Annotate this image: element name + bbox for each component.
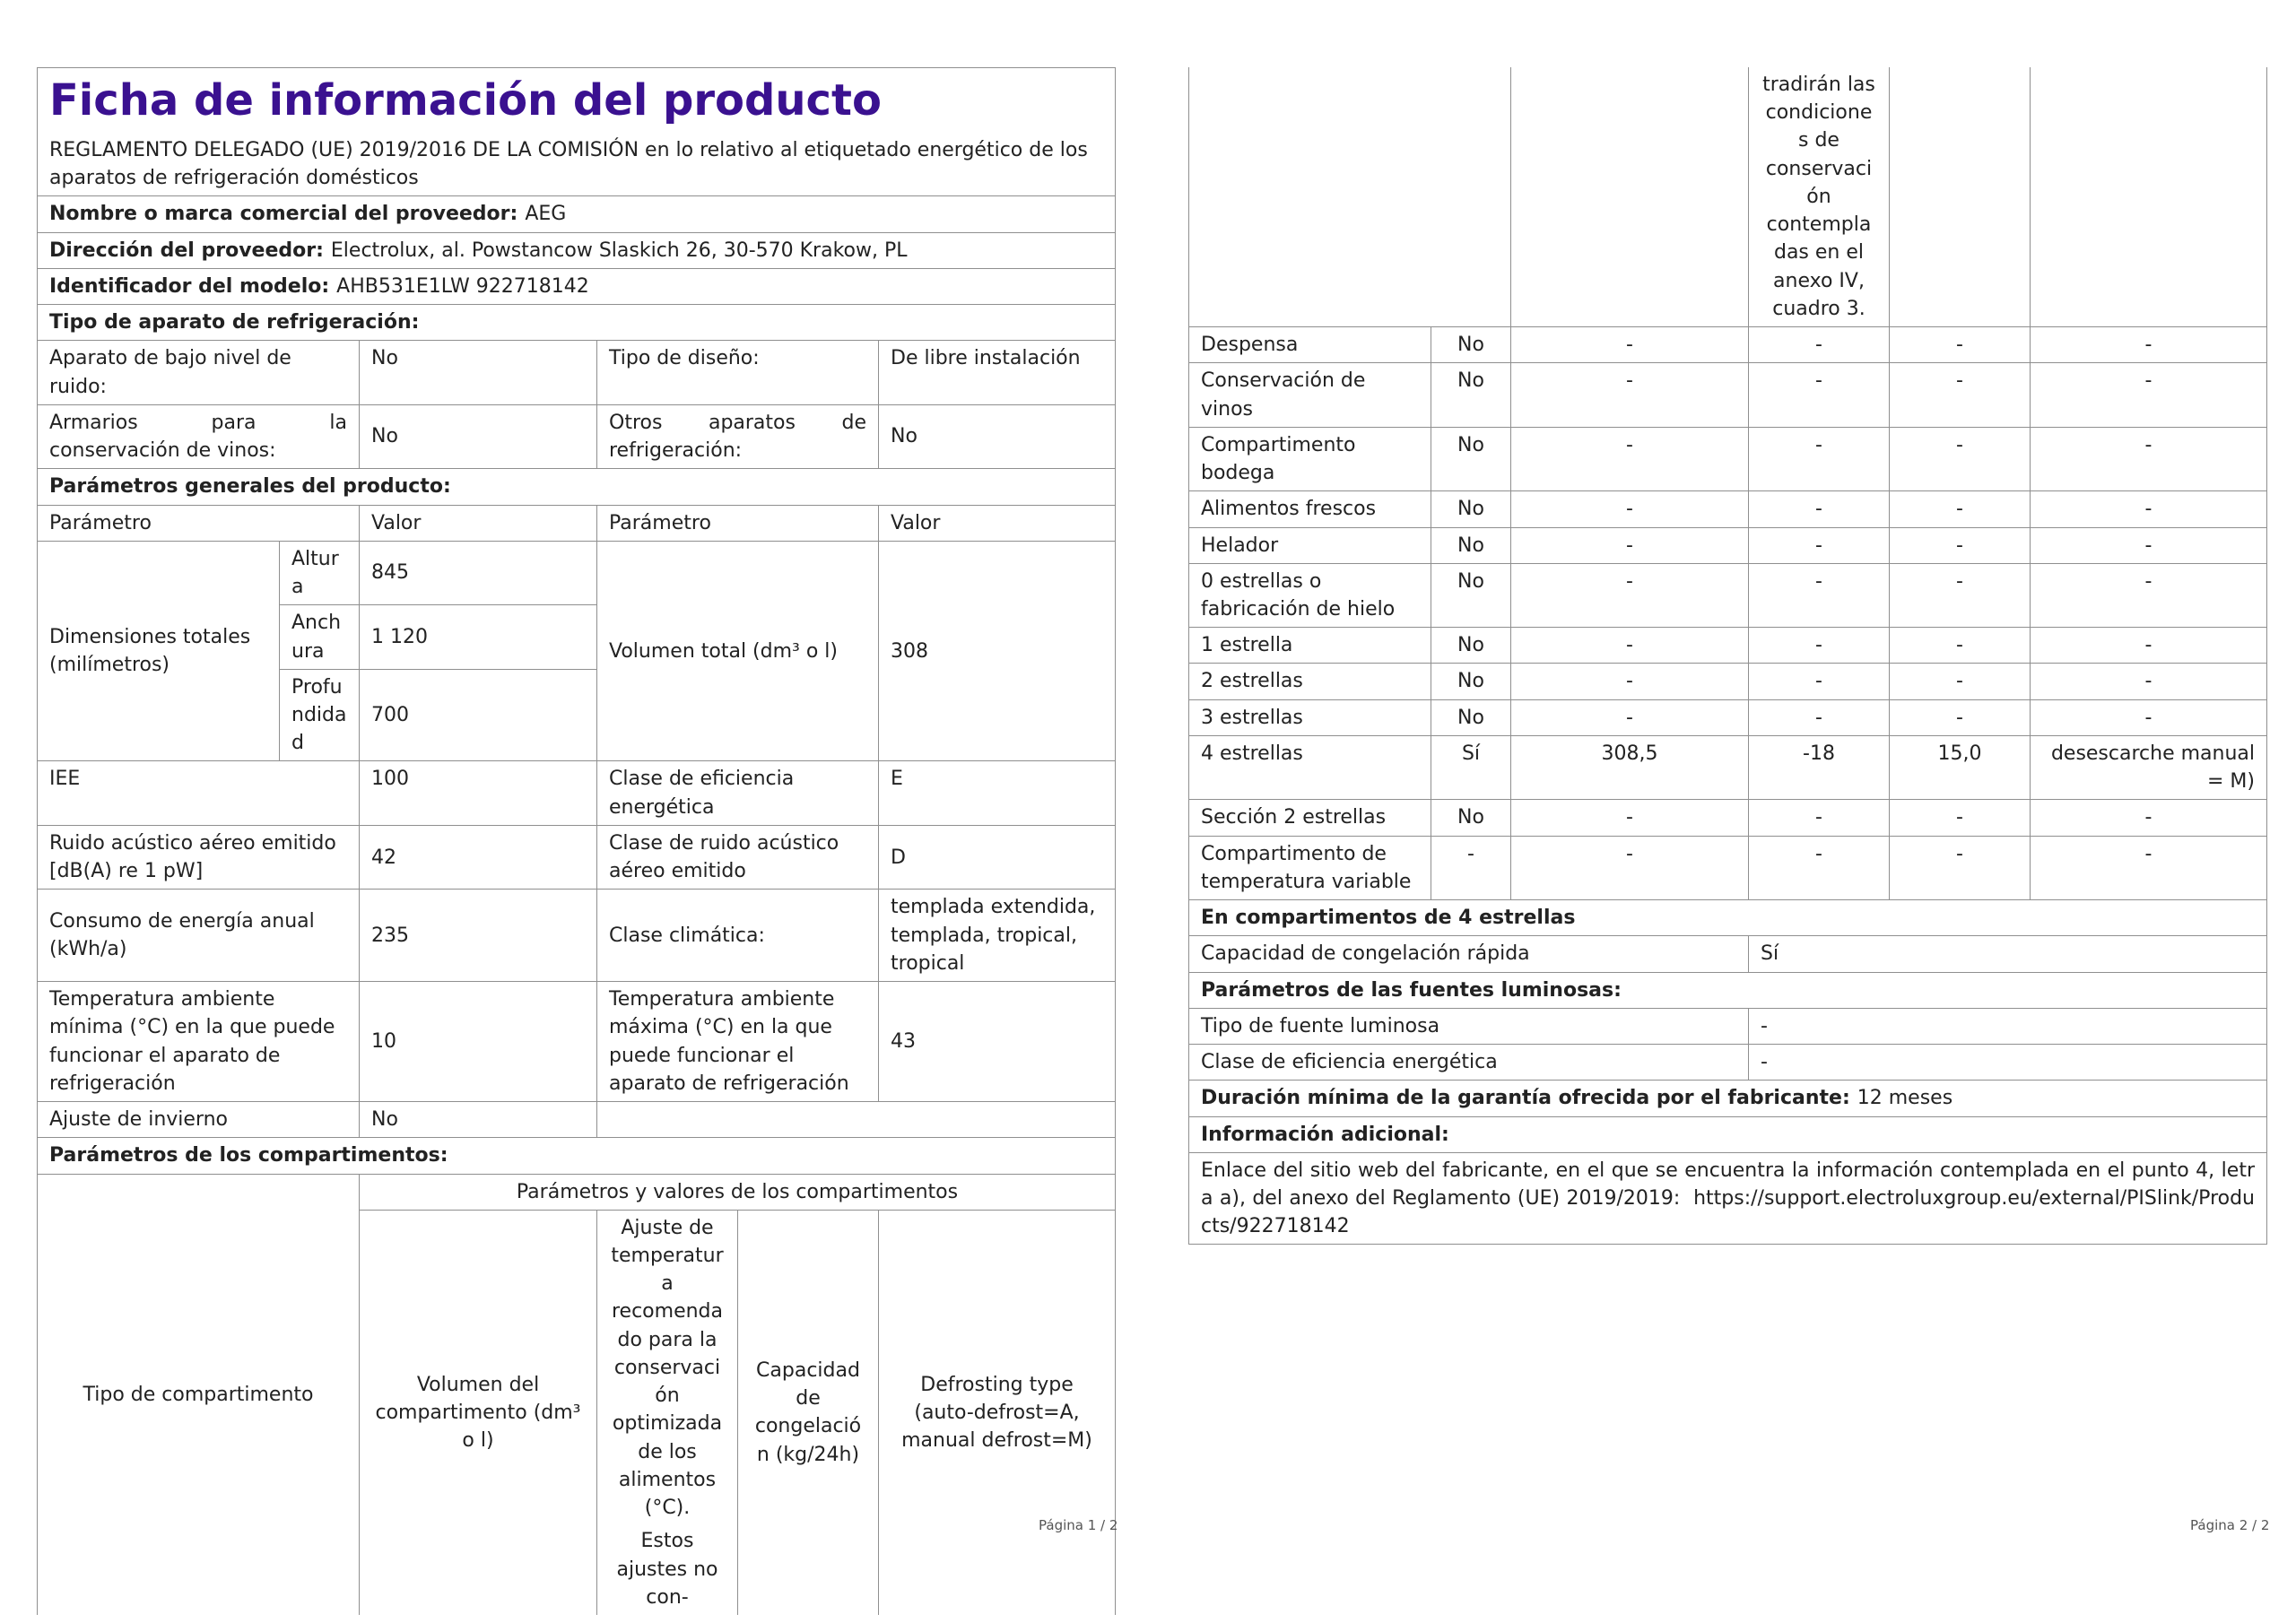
compartment-defrost: - <box>2031 628 2267 664</box>
compartment-present: No <box>1431 427 1511 490</box>
value-header-1: Valor <box>360 505 597 541</box>
compartment-freeze: - <box>1890 800 2031 836</box>
param-header-1: Parámetro <box>38 505 360 541</box>
compartment-temp: - <box>1749 836 1890 899</box>
compartment-params-heading: Parámetros de los compartimentos: <box>38 1138 1116 1174</box>
compartment-freeze: - <box>1890 363 2031 427</box>
page-footer-1: Página 1 / 2 <box>1039 1517 1118 1533</box>
page-footer-2: Página 2 / 2 <box>2190 1517 2270 1533</box>
low-noise-label: Aparato de bajo nivel de ruido: <box>38 341 360 404</box>
model-row <box>38 268 1116 304</box>
product-info-table-part2 <box>1188 67 2267 1245</box>
compartment-row <box>1189 427 2267 490</box>
width-label: Anchura <box>280 605 360 669</box>
regulation-text: REGLAMENTO DELEGADO (UE) 2019/2016 DE LA COMISIÓN en lo relativo al etiquetado energético de los aparatos de refrigeración domésticos <box>49 139 1088 190</box>
climate-class-label: Clase climática: <box>597 890 879 982</box>
compartment-freeze: - <box>1890 491 2031 527</box>
noise-value: 42 <box>360 825 597 889</box>
design-type-label: Tipo de diseño: <box>597 341 879 404</box>
additional-info-heading: Información adicional: <box>1189 1116 2267 1152</box>
compartment-defrost: - <box>2031 664 2267 699</box>
comp-defrost-header: Defrosting type (auto-defrost=A, manual defrost=M) <box>879 1210 1116 1615</box>
height-label: Altura <box>280 541 360 604</box>
compartment-temp: - <box>1749 664 1890 699</box>
cont-type-cell <box>1189 67 1511 327</box>
compartment-defrost: - <box>2031 563 2267 627</box>
compartment-freeze: - <box>1890 527 2031 563</box>
total-volume-value: 308 <box>879 541 1116 761</box>
compartment-present: - <box>1431 836 1511 899</box>
compartment-freeze: - <box>1890 563 2031 627</box>
compartment-temp: -18 <box>1749 735 1890 799</box>
min-temp-value: 10 <box>360 982 597 1102</box>
max-temp-value: 43 <box>879 982 1116 1102</box>
compartment-volume: - <box>1511 363 1749 427</box>
cont-freeze-cell <box>1890 67 2031 327</box>
fast-freeze-label: Capacidad de congelación rápida <box>1189 936 1749 972</box>
comp-temp-header <box>597 1210 738 1615</box>
compartment-volume: - <box>1511 427 1749 490</box>
compartment-defrost: - <box>2031 800 2267 836</box>
compartment-temp: - <box>1749 491 1890 527</box>
compartment-name: Compartimento bodega <box>1189 427 1431 490</box>
compartment-temp: - <box>1749 363 1890 427</box>
compartment-freeze: - <box>1890 628 2031 664</box>
compartment-volume: - <box>1511 527 1749 563</box>
compartment-temp: - <box>1749 628 1890 664</box>
compartment-freeze: - <box>1890 836 2031 899</box>
compartment-volume: - <box>1511 327 1749 363</box>
compartment-temp: - <box>1749 527 1890 563</box>
compartment-type-header: Tipo de compartimento <box>38 1174 360 1615</box>
page-1 <box>37 67 1115 1615</box>
compartment-name: 0 estrellas o fabricación de hielo <box>1189 563 1431 627</box>
compartment-name: Compartimento de temperatura variable <box>1189 836 1431 899</box>
compartment-volume: - <box>1511 491 1749 527</box>
comp-temp-header-continued: tradirán las condiciones de conservación contempladas en el anexo IV, cuadro 3. <box>1749 67 1890 327</box>
compartment-volume: - <box>1511 836 1749 899</box>
annual-consumption-value: 235 <box>360 890 597 982</box>
warranty-value: 12 meses <box>1857 1087 1953 1110</box>
compartment-temp: - <box>1749 327 1890 363</box>
param-header-2: Parámetro <box>597 505 879 541</box>
comp-volume-header: Volumen del compartimento (dm³ o l) <box>360 1210 597 1615</box>
compartment-present: No <box>1431 563 1511 627</box>
low-noise-value: No <box>360 341 597 404</box>
additional-info-text <box>1189 1152 2267 1245</box>
compartment-values-header: Parámetros y valores de los compartimentos <box>360 1174 1116 1210</box>
winter-label: Ajuste de invierno <box>38 1102 360 1138</box>
compartment-name: 4 estrellas <box>1189 735 1431 799</box>
cont-volume-cell <box>1511 67 1749 327</box>
compartment-defrost: - <box>2031 699 2267 735</box>
compartment-name: 2 estrellas <box>1189 664 1431 699</box>
empty-cell <box>597 1102 1116 1138</box>
compartment-name: Despensa <box>1189 327 1431 363</box>
compartment-freeze: - <box>1890 327 2031 363</box>
compartment-present: Sí <box>1431 735 1511 799</box>
compartment-name: Helador <box>1189 527 1431 563</box>
wine-cabinet-value: No <box>360 404 597 468</box>
manufacturer-link[interactable]: https://support.electroluxgroup.eu/external/PISlink/Products/922718142 <box>1201 1186 2255 1238</box>
other-appliance-value: No <box>879 404 1116 468</box>
compartment-defrost: - <box>2031 327 2267 363</box>
appliance-type-heading: Tipo de aparato de refrigeración: <box>38 305 1116 341</box>
compartment-defrost: - <box>2031 527 2267 563</box>
supplier-address-row <box>38 232 1116 268</box>
supplier-address: Electrolux, al. Powstancow Slaskich 26, 30-570 Krakow, PL <box>330 239 908 262</box>
supplier-name-label: Nombre o marca comercial del proveedor: <box>49 203 518 226</box>
annual-consumption-label: Consumo de energía anual (kWh/a) <box>38 890 360 982</box>
comp-temp-header-part1: Ajuste de temperatura recomendado para la conservación optimizada de los alimentos (°C). <box>611 1216 724 1520</box>
supplier-address-label: Dirección del proveedor: <box>49 239 324 262</box>
compartment-defrost: desescarche manual = M) <box>2031 735 2267 799</box>
dimensions-label: Dimensiones totales (milímetros) <box>38 541 280 761</box>
page-2 <box>1188 67 2266 1245</box>
compartment-name: Alimentos frescos <box>1189 491 1431 527</box>
compartment-row <box>1189 563 2267 627</box>
compartment-freeze: - <box>1890 664 2031 699</box>
compartment-present: No <box>1431 664 1511 699</box>
compartment-present: No <box>1431 800 1511 836</box>
compartment-present: No <box>1431 491 1511 527</box>
light-params-heading: Parámetros de las fuentes luminosas: <box>1189 972 2267 1008</box>
cont-defrost-cell <box>2031 67 2267 327</box>
width-value: 1 120 <box>360 605 597 669</box>
compartment-row <box>1189 664 2267 699</box>
supplier-name-row <box>38 196 1116 232</box>
min-temp-label: Temperatura ambiente mínima (°C) en la que puede funcionar el aparato de refrigeración <box>38 982 360 1102</box>
product-info-table-part1 <box>37 67 1116 1615</box>
compartment-freeze: - <box>1890 699 2031 735</box>
compartment-name: 1 estrella <box>1189 628 1431 664</box>
compartment-volume: 308,5 <box>1511 735 1749 799</box>
general-params-heading: Parámetros generales del producto: <box>38 469 1116 505</box>
compartment-name: Sección 2 estrellas <box>1189 800 1431 836</box>
additional-info-body: Enlace del sitio web del fabricante, en el que se encuentra la información contemplada en el punto 4, letra a), del anexo del Reglamento (UE) 2019/2019: <box>1201 1159 2255 1210</box>
compartment-defrost: - <box>2031 363 2267 427</box>
light-class-value: - <box>1749 1045 2267 1081</box>
compartment-defrost: - <box>2031 836 2267 899</box>
eei-label: IEE <box>38 761 360 825</box>
compartment-volume: - <box>1511 628 1749 664</box>
compartment-row <box>1189 699 2267 735</box>
page-title: Ficha de información del producto <box>49 75 882 126</box>
compartment-name: Conservación de vinos <box>1189 363 1431 427</box>
compartment-row <box>1189 363 2267 427</box>
four-star-heading: En compartimentos de 4 estrellas <box>1189 900 2267 936</box>
light-class-label: Clase de eficiencia energética <box>1189 1045 1749 1081</box>
compartment-row <box>1189 836 2267 899</box>
compartment-temp: - <box>1749 800 1890 836</box>
design-type-value: De libre instalación <box>879 341 1116 404</box>
other-appliance-label: Otros aparatos de refrigeración: <box>597 404 879 468</box>
efficiency-class-label: Clase de eficiencia energética <box>597 761 879 825</box>
model-label: Identificador del modelo: <box>49 274 330 298</box>
noise-label: Ruido acústico aéreo emitido [dB(A) re 1 pW] <box>38 825 360 889</box>
height-value: 845 <box>360 541 597 604</box>
compartment-freeze: - <box>1890 427 2031 490</box>
comp-temp-header-part2: Estos ajustes no con- <box>616 1530 718 1609</box>
compartment-volume: - <box>1511 563 1749 627</box>
model-identifier: AHB531E1LW 922718142 <box>336 274 589 298</box>
noise-class-value: D <box>879 825 1116 889</box>
noise-class-label: Clase de ruido acústico aéreo emitido <box>597 825 879 889</box>
supplier-name: AEG <box>525 203 567 226</box>
title-cell <box>38 68 1116 196</box>
compartment-row <box>1189 327 2267 363</box>
compartment-name: 3 estrellas <box>1189 699 1431 735</box>
compartment-defrost: - <box>2031 427 2267 490</box>
compartment-temp: - <box>1749 699 1890 735</box>
efficiency-class-value: E <box>879 761 1116 825</box>
depth-value: 700 <box>360 669 597 761</box>
fast-freeze-value: Sí <box>1749 936 2267 972</box>
compartment-present: No <box>1431 628 1511 664</box>
compartment-row <box>1189 527 2267 563</box>
total-volume-label: Volumen total (dm³ o l) <box>597 541 879 761</box>
compartment-row <box>1189 628 2267 664</box>
compartment-row <box>1189 735 2267 799</box>
compartment-present: No <box>1431 527 1511 563</box>
compartment-freeze: 15,0 <box>1890 735 2031 799</box>
eei-value: 100 <box>360 761 597 825</box>
winter-value: No <box>360 1102 597 1138</box>
compartment-present: No <box>1431 699 1511 735</box>
warranty-row <box>1189 1081 2267 1116</box>
wine-cabinet-label: Armarios para la conservación de vinos: <box>38 404 360 468</box>
light-type-value: - <box>1749 1008 2267 1044</box>
compartment-temp: - <box>1749 563 1890 627</box>
compartment-defrost: - <box>2031 491 2267 527</box>
compartment-present: No <box>1431 327 1511 363</box>
comp-freeze-header: Capacidad de congelación (kg/24h) <box>738 1210 879 1615</box>
compartment-temp: - <box>1749 427 1890 490</box>
compartment-row <box>1189 491 2267 527</box>
compartment-present: No <box>1431 363 1511 427</box>
compartment-rows <box>1189 327 2267 900</box>
compartment-row <box>1189 800 2267 836</box>
compartment-volume: - <box>1511 800 1749 836</box>
max-temp-label: Temperatura ambiente máxima (°C) en la que puede funcionar el aparato de refrigeración <box>597 982 879 1102</box>
climate-class-value: templada extendida, templada, tropical, tropical <box>879 890 1116 982</box>
warranty-label: Duración mínima de la garantía ofrecida por el fabricante: <box>1201 1087 1850 1110</box>
compartment-volume: - <box>1511 699 1749 735</box>
compartment-volume: - <box>1511 664 1749 699</box>
value-header-2: Valor <box>879 505 1116 541</box>
light-type-label: Tipo de fuente luminosa <box>1189 1008 1749 1044</box>
depth-label: Profundidad <box>280 669 360 761</box>
